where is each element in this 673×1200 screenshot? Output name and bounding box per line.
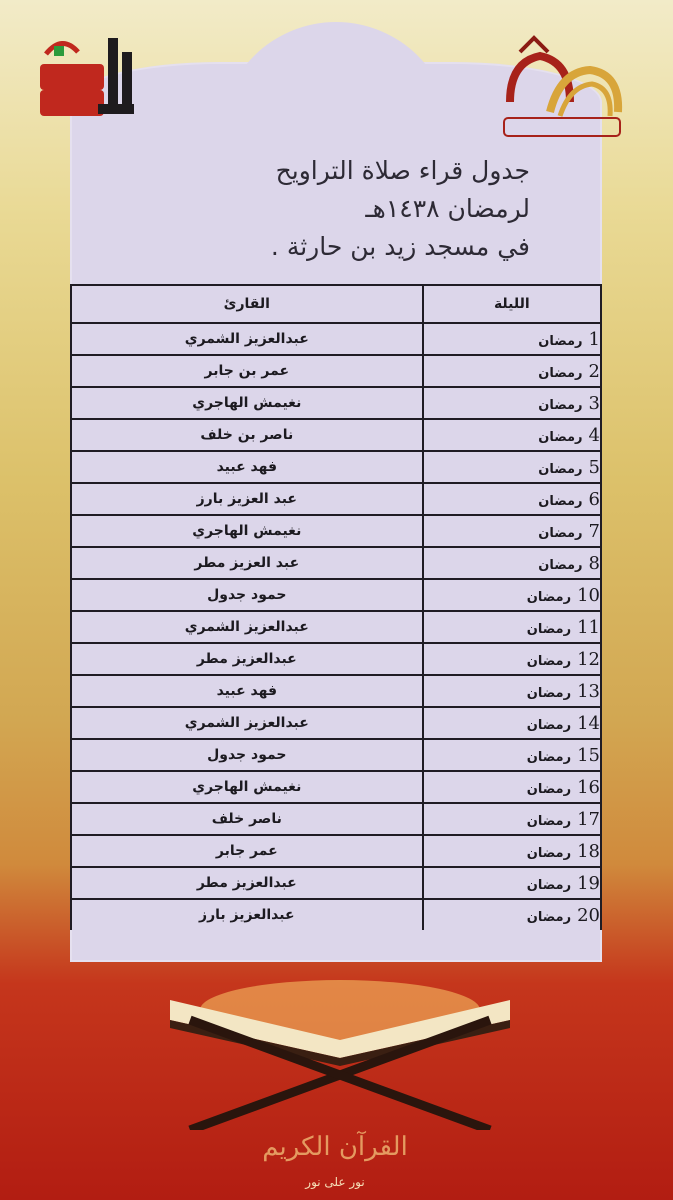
zaid-bin-haritha-logo [490,32,630,142]
night-number: 20 [577,904,600,926]
reader-cell: نغيمش الهاجري [71,771,423,803]
night-number: 7 [588,520,600,542]
table-row [71,835,601,867]
night-number: 5 [588,456,600,478]
night-cell [423,547,601,579]
table-row [71,899,601,930]
reader-cell: حمود جدول [71,579,423,611]
table-row [71,675,601,707]
night-month: رمضان [526,685,572,701]
night-number: 8 [588,552,600,574]
night-month: رمضان [526,717,572,733]
reader-cell: ناصر بن خلف [71,419,423,451]
night-number: 19 [577,872,600,894]
night-month: رمضان [538,525,583,541]
night-month: رمضان [526,845,572,861]
table-row [71,579,601,611]
table-row [71,611,601,643]
table-row [71,867,601,899]
table-row [71,483,601,515]
night-column-header: الليلة [423,285,601,323]
table-row [71,515,601,547]
night-cell [423,355,601,387]
night-month: رمضان [538,461,583,477]
reader-cell: فهد عبيد [71,675,423,707]
open-quran-illustration [150,980,530,1130]
night-cell [423,515,601,547]
night-number: 2 [588,360,600,382]
night-number: 4 [588,424,600,446]
table-row [71,547,601,579]
night-month: رمضان [526,621,572,637]
schedule-title [150,152,530,266]
reader-cell: عبدالعزيز الشمري [71,611,423,643]
table-row [71,803,601,835]
night-cell [423,451,601,483]
masajid-logo [28,28,140,120]
night-number: 1 [588,328,600,350]
night-cell [423,803,601,835]
reader-cell: عبدالعزيز بارز [71,899,423,930]
night-number: 18 [577,840,600,862]
night-month: رمضان [526,781,572,797]
night-number: 3 [588,392,600,414]
title-line-3: في مسجد زيد بن حارثة . [270,232,530,261]
night-cell [423,323,601,355]
night-number: 6 [588,488,600,510]
night-number: 17 [577,808,600,830]
night-cell [423,899,601,930]
table-row [71,771,601,803]
night-number: 14 [577,712,600,734]
reader-cell: عبد العزيز مطر [71,547,423,579]
night-month: رمضان [526,653,572,669]
night-month: رمضان [538,557,583,573]
table-row [71,387,601,419]
night-cell [423,771,601,803]
table-header-row [71,285,601,323]
night-number: 12 [577,648,600,670]
night-number: 13 [577,680,600,702]
reader-cell: عبدالعزيز مطر [71,867,423,899]
reader-cell: عبدالعزيز الشمري [71,323,423,355]
night-number: 10 [577,584,600,606]
night-month: رمضان [538,397,583,413]
table-row [71,451,601,483]
night-cell [423,579,601,611]
night-number: 11 [577,616,600,638]
reader-cell: عمر جابر [71,835,423,867]
night-month: رمضان [526,589,572,605]
title-line-2: لرمضان ١٤٣٨هـ [365,194,530,223]
night-cell [423,643,601,675]
reader-cell: حمود جدول [71,739,423,771]
night-cell [423,867,601,899]
night-month: رمضان [526,813,572,829]
night-month: رمضان [538,493,583,509]
night-cell [423,611,601,643]
reader-cell: نغيمش الهاجري [71,515,423,547]
night-month: رمضان [526,749,572,765]
night-month: رمضان [526,877,572,893]
readers-schedule-table [70,284,602,930]
table-row [71,739,601,771]
night-cell [423,387,601,419]
table-row [71,355,601,387]
night-month: رمضان [538,429,583,445]
night-cell [423,419,601,451]
night-month: رمضان [538,333,583,349]
reader-cell: عبدالعزيز الشمري [71,707,423,739]
reader-cell: فهد عبيد [71,451,423,483]
night-cell [423,739,601,771]
night-number: 15 [577,744,600,766]
quran-calligraphy-title: القرآن الكريم [262,1132,408,1162]
night-cell [423,835,601,867]
night-cell [423,483,601,515]
night-number: 16 [577,776,600,798]
reader-column-header: القارئ [71,285,423,323]
table-row [71,643,601,675]
reader-cell: عبد العزيز بارز [71,483,423,515]
night-cell [423,675,601,707]
reader-cell: نغيمش الهاجري [71,387,423,419]
table-row [71,707,601,739]
quran-subtitle: نور على نور [305,1175,365,1189]
night-month: رمضان [526,909,572,925]
table-row [71,419,601,451]
reader-cell: عبدالعزيز مطر [71,643,423,675]
reader-cell: عمر بن جابر [71,355,423,387]
title-line-1: جدول قراء صلاة التراويح [275,156,530,185]
reader-cell: ناصر خلف [71,803,423,835]
night-month: رمضان [538,365,583,381]
table-row [71,323,601,355]
night-cell [423,707,601,739]
